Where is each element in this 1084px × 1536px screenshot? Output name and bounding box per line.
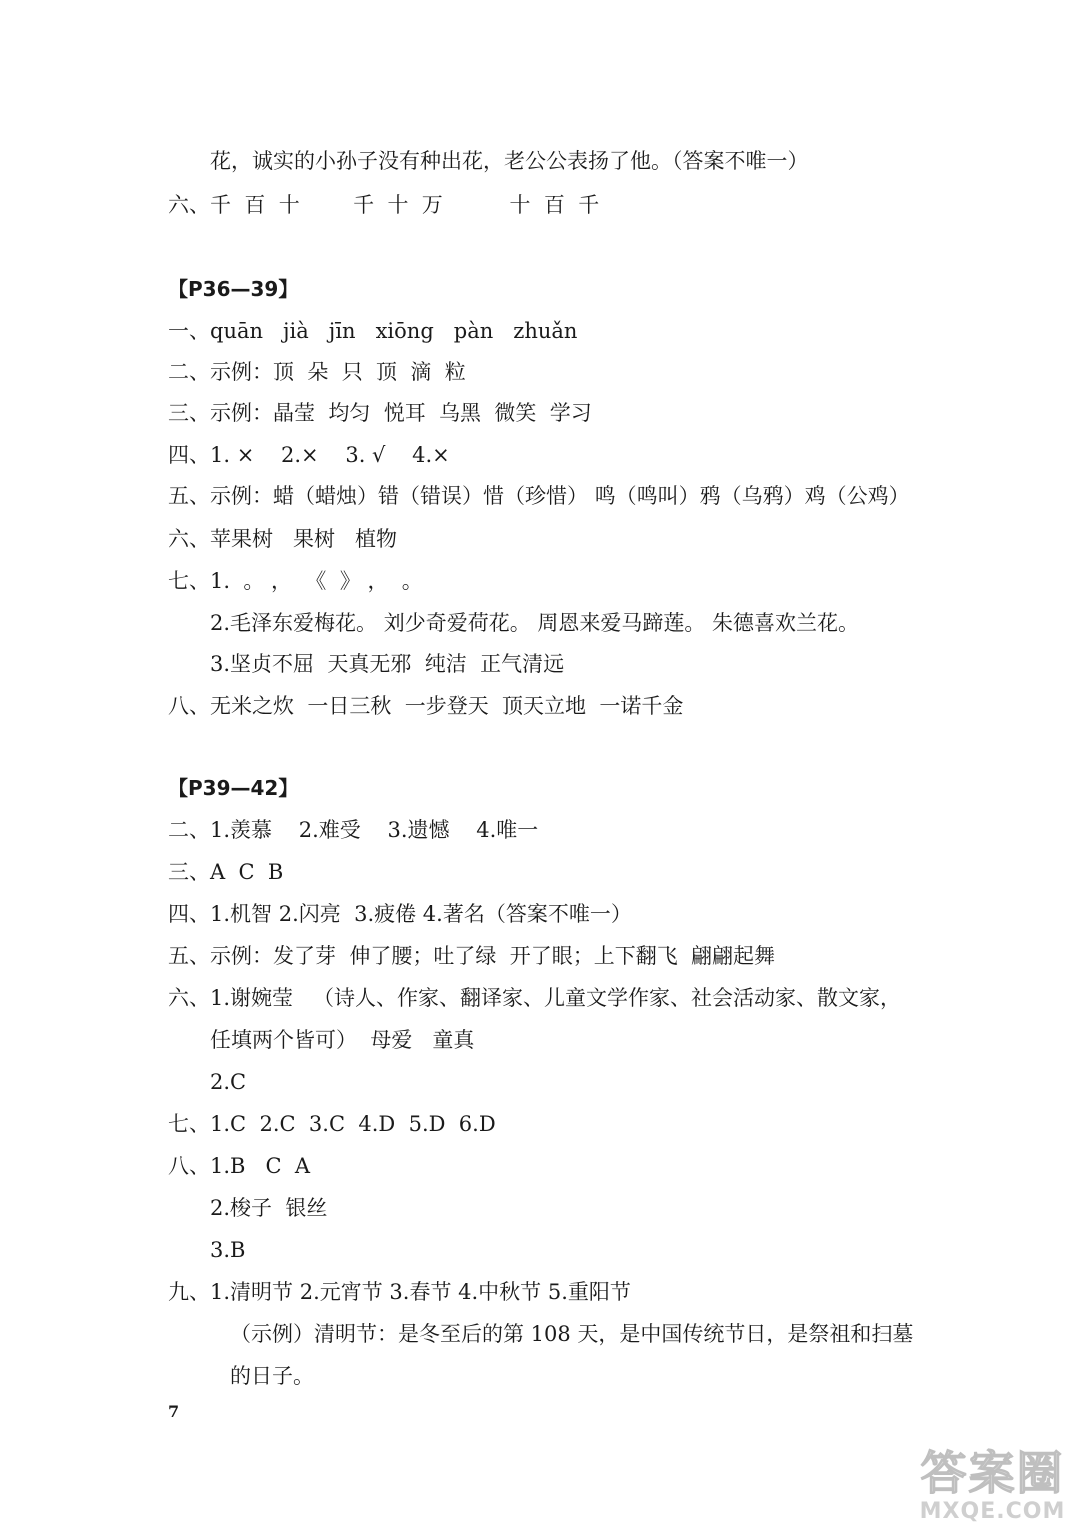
answer-line: 六、1.谢婉莹 （诗人、作家、翻译家、儿童文学作家、社会活动家、散文家， bbox=[168, 986, 902, 1010]
answer-line: 二、示例：顶 朵 只 顶 滴 粒 bbox=[168, 360, 466, 384]
answer-line: 七、1. 。 ， 《 》 ， 。 bbox=[168, 569, 423, 593]
section-header-p36-39: 【P36—39】 bbox=[168, 277, 299, 301]
answer-subline: 的日子。 bbox=[230, 1364, 314, 1388]
answer-subline: （示例）清明节：是冬至后的第 108 天，是中国传统节日，是祭祖和扫墓 bbox=[230, 1322, 914, 1346]
answer-subline: 3.坚贞不屈 天真无邪 纯洁 正气清远 bbox=[210, 652, 565, 676]
answer-line: 三、示例：晶莹 均匀 悦耳 乌黑 微笑 学习 bbox=[168, 401, 592, 425]
watermark-logo bbox=[905, 1438, 1080, 1533]
answer-subline: 任填两个皆可） 母爱 童真 bbox=[210, 1028, 475, 1052]
answer-line: 三、A C B bbox=[168, 860, 284, 884]
answer-line: 九、1.清明节 2.元宵节 3.春节 4.中秋节 5.重阳节 bbox=[168, 1280, 631, 1304]
section-header-p39-42: 【P39—42】 bbox=[168, 776, 299, 800]
answer-line: 四、1.机智 2.闪亮 3.疲倦 4.著名（答案不唯一） bbox=[168, 902, 632, 926]
answer-subline: 2.C bbox=[210, 1070, 247, 1094]
answer-subline: 3.B bbox=[210, 1238, 246, 1262]
answer-line: 一、quān jià jīn xiōng pàn zhuǎn bbox=[168, 319, 578, 343]
answer-line: 八、无米之炊 一日三秋 一步登天 顶天立地 一诺千金 bbox=[168, 694, 684, 718]
text-line: 花，诚实的小孙子没有种出花，老公公表扬了他。（答案不唯一） bbox=[210, 149, 809, 173]
watermark-sub: MXQE.COM bbox=[919, 1498, 1066, 1524]
answer-line: 八、1.B C A bbox=[168, 1154, 311, 1178]
answer-line: 七、1.C 2.C 3.C 4.D 5.D 6.D bbox=[168, 1112, 496, 1136]
watermark-main: 答案圈 bbox=[920, 1445, 1065, 1500]
answer-line: 四、1. × 2.× 3. √ 4.× bbox=[168, 443, 450, 467]
answer-subline: 2.毛泽东爱梅花。 刘少奇爱荷花。 周恩来爱马蹄莲。 朱德喜欢兰花。 bbox=[210, 611, 860, 635]
answer-subline: 2.梭子 银丝 bbox=[210, 1196, 328, 1220]
page-number: 7 bbox=[168, 1402, 180, 1421]
answer-line: 六、千 百 十 千 十 万 十 百 千 bbox=[168, 193, 600, 217]
answer-line: 二、1.羡慕 2.难受 3.遗憾 4.唯一 bbox=[168, 818, 539, 842]
answer-line: 五、示例：蜡（蜡烛）错（错误）惜（珍惜） 鸣（鸣叫）鸦（乌鸦）鸡（公鸡） bbox=[168, 484, 910, 508]
answer-line: 五、示例：发了芽 伸了腰；吐了绿 开了眼；上下翻飞 翩翩起舞 bbox=[168, 944, 776, 968]
answer-line: 六、苹果树 果树 植物 bbox=[168, 527, 398, 551]
